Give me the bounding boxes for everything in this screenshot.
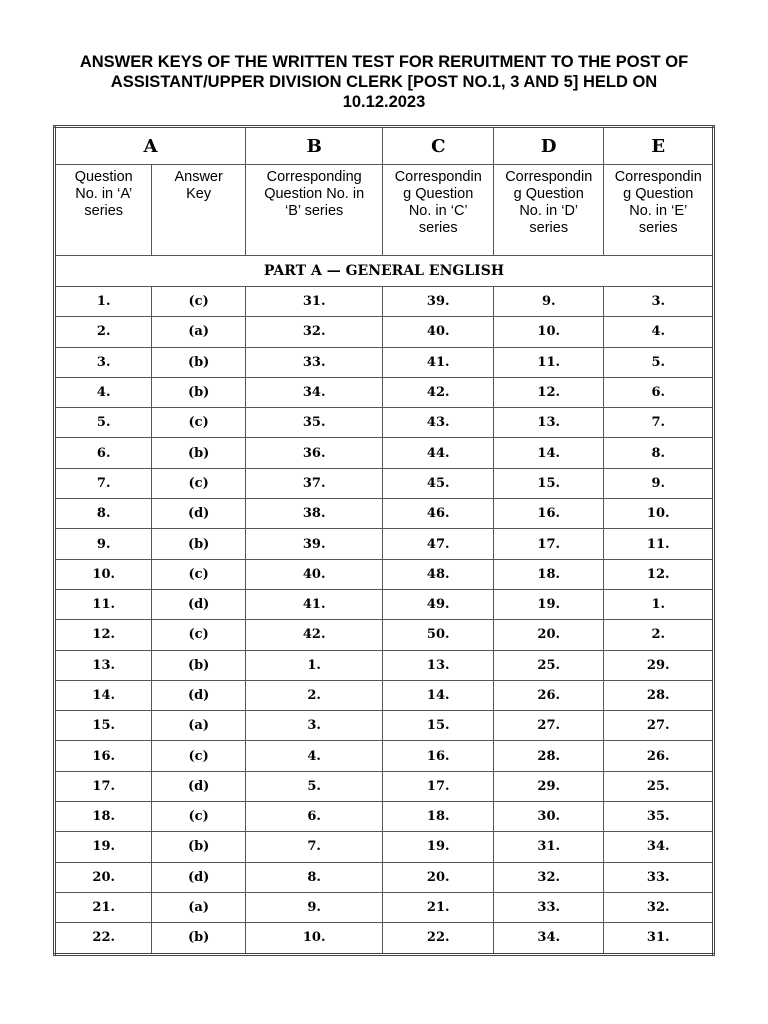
cell-question-no-d: 17. — [493, 529, 604, 559]
table-row — [55, 589, 714, 619]
cell-question-no-a: 18. — [55, 802, 152, 832]
cell-question-no-c: 46. — [383, 499, 494, 529]
cell-question-no-e: 12. — [604, 559, 714, 589]
table-row — [55, 741, 714, 771]
table-row — [55, 620, 714, 650]
cell-question-no-a: 11. — [55, 589, 152, 619]
cell-question-no-e: 8. — [604, 438, 714, 468]
cell-answer-key: (a) — [152, 711, 245, 741]
cell-answer-key: (a) — [152, 892, 245, 922]
cell-answer-key: (b) — [152, 529, 245, 559]
cell-question-no-d: 11. — [493, 347, 604, 377]
cell-question-no-a: 14. — [55, 680, 152, 710]
cell-answer-key: (b) — [152, 347, 245, 377]
cell-answer-key: (d) — [152, 680, 245, 710]
cell-question-no-d: 12. — [493, 377, 604, 407]
cell-question-no-e: 7. — [604, 408, 714, 438]
cell-answer-key: (c) — [152, 559, 245, 589]
title-line: ANSWER KEYS OF THE WRITTEN TEST FOR RERUITMENT TO THE POST OF — [79, 53, 689, 71]
cell-question-no-a: 16. — [55, 741, 152, 771]
cell-question-no-b: 33. — [245, 347, 383, 377]
cell-question-no-d: 28. — [493, 741, 604, 771]
cell-question-no-d: 27. — [493, 711, 604, 741]
cell-answer-key: (c) — [152, 802, 245, 832]
cell-question-no-b: 40. — [245, 559, 383, 589]
header-line: No. in ‘E’ — [629, 203, 688, 219]
cell-question-no-b: 7. — [245, 832, 383, 862]
cell-question-no-d: 34. — [493, 923, 604, 954]
cell-question-no-a: 8. — [55, 499, 152, 529]
column-letter-a: A — [55, 127, 246, 165]
cell-question-no-d: 14. — [493, 438, 604, 468]
cell-question-no-c: 42. — [383, 377, 494, 407]
cell-question-no-c: 41. — [383, 347, 494, 377]
table-row — [55, 317, 714, 347]
cell-question-no-b: 38. — [245, 499, 383, 529]
cell-question-no-a: 20. — [55, 862, 152, 892]
cell-question-no-b: 34. — [245, 377, 383, 407]
cell-question-no-d: 19. — [493, 589, 604, 619]
header-line: g Question — [403, 186, 474, 202]
table-row — [55, 711, 714, 741]
cell-question-no-c: 15. — [383, 711, 494, 741]
cell-answer-key: (c) — [152, 408, 245, 438]
cell-question-no-a: 9. — [55, 529, 152, 559]
cell-answer-key: (a) — [152, 317, 245, 347]
cell-answer-key: (c) — [152, 287, 245, 317]
cell-question-no-a: 7. — [55, 468, 152, 498]
cell-question-no-c: 21. — [383, 892, 494, 922]
header-line: series — [84, 203, 124, 219]
cell-question-no-b: 8. — [245, 862, 383, 892]
cell-question-no-c: 50. — [383, 620, 494, 650]
cell-question-no-c: 49. — [383, 589, 494, 619]
cell-question-no-c: 16. — [383, 741, 494, 771]
table-row — [55, 832, 714, 862]
header-line: series — [638, 220, 678, 236]
header-line: Answer — [174, 169, 223, 185]
cell-question-no-d: 20. — [493, 620, 604, 650]
cell-question-no-b: 42. — [245, 620, 383, 650]
cell-question-no-e: 26. — [604, 741, 714, 771]
cell-question-no-a: 17. — [55, 771, 152, 801]
cell-question-no-b: 39. — [245, 529, 383, 559]
cell-question-no-a: 15. — [55, 711, 152, 741]
cell-question-no-d: 10. — [493, 317, 604, 347]
header-line: Question No. in — [264, 186, 365, 202]
header-line: g Question — [513, 186, 584, 202]
header-line: Correspondin — [614, 169, 702, 185]
table-row — [55, 802, 714, 832]
table-row — [55, 347, 714, 377]
cell-answer-key: (c) — [152, 620, 245, 650]
cell-question-no-d: 33. — [493, 892, 604, 922]
header-line: Key — [186, 186, 212, 202]
column-letter-d: D — [493, 127, 604, 165]
cell-question-no-c: 18. — [383, 802, 494, 832]
cell-question-no-e: 5. — [604, 347, 714, 377]
cell-question-no-b: 41. — [245, 589, 383, 619]
table-row — [55, 923, 714, 954]
title-line: 10.12.2023 — [342, 93, 426, 111]
cell-answer-key: (b) — [152, 832, 245, 862]
table-row — [55, 771, 714, 801]
table-row — [55, 468, 714, 498]
cell-question-no-c: 13. — [383, 650, 494, 680]
cell-question-no-b: 1. — [245, 650, 383, 680]
cell-question-no-c: 22. — [383, 923, 494, 954]
header-line: No. in ‘D’ — [519, 203, 579, 219]
cell-question-no-e: 6. — [604, 377, 714, 407]
cell-question-no-a: 19. — [55, 832, 152, 862]
cell-question-no-e: 32. — [604, 892, 714, 922]
cell-question-no-a: 2. — [55, 317, 152, 347]
table-row — [55, 377, 714, 407]
cell-question-no-d: 29. — [493, 771, 604, 801]
cell-question-no-e: 10. — [604, 499, 714, 529]
cell-question-no-e: 3. — [604, 287, 714, 317]
cell-answer-key: (d) — [152, 499, 245, 529]
cell-question-no-a: 5. — [55, 408, 152, 438]
cell-question-no-b: 6. — [245, 802, 383, 832]
table-row — [55, 408, 714, 438]
cell-question-no-e: 31. — [604, 923, 714, 954]
cell-question-no-c: 17. — [383, 771, 494, 801]
cell-question-no-d: 25. — [493, 650, 604, 680]
cell-question-no-a: 1. — [55, 287, 152, 317]
column-letter-row — [55, 127, 714, 165]
cell-question-no-e: 33. — [604, 862, 714, 892]
cell-answer-key: (d) — [152, 862, 245, 892]
cell-answer-key: (b) — [152, 650, 245, 680]
header-line: Correspondin — [505, 169, 593, 185]
cell-answer-key: (c) — [152, 741, 245, 771]
cell-question-no-b: 32. — [245, 317, 383, 347]
cell-question-no-b: 3. — [245, 711, 383, 741]
column-letter-e: E — [604, 127, 714, 165]
header-answer-key — [152, 165, 245, 256]
cell-question-no-a: 4. — [55, 377, 152, 407]
cell-question-no-d: 26. — [493, 680, 604, 710]
cell-answer-key: (b) — [152, 377, 245, 407]
cell-question-no-c: 43. — [383, 408, 494, 438]
cell-question-no-b: 2. — [245, 680, 383, 710]
header-question-no-d — [493, 165, 604, 256]
table-row — [55, 650, 714, 680]
cell-question-no-b: 31. — [245, 287, 383, 317]
cell-question-no-d: 18. — [493, 559, 604, 589]
cell-question-no-c: 45. — [383, 468, 494, 498]
cell-question-no-b: 35. — [245, 408, 383, 438]
cell-question-no-e: 2. — [604, 620, 714, 650]
cell-question-no-c: 20. — [383, 862, 494, 892]
cell-question-no-d: 16. — [493, 499, 604, 529]
cell-question-no-e: 4. — [604, 317, 714, 347]
cell-question-no-a: 6. — [55, 438, 152, 468]
header-line: Correspondin — [394, 169, 482, 185]
header-question-no-e — [604, 165, 714, 256]
cell-question-no-c: 40. — [383, 317, 494, 347]
header-line: No. in ‘C’ — [408, 203, 468, 219]
cell-answer-key: (c) — [152, 468, 245, 498]
cell-question-no-d: 31. — [493, 832, 604, 862]
header-line: g Question — [623, 186, 694, 202]
cell-question-no-e: 28. — [604, 680, 714, 710]
cell-answer-key: (b) — [152, 923, 245, 954]
cell-question-no-e: 25. — [604, 771, 714, 801]
cell-question-no-e: 29. — [604, 650, 714, 680]
cell-question-no-c: 19. — [383, 832, 494, 862]
cell-answer-key: (d) — [152, 771, 245, 801]
cell-question-no-d: 15. — [493, 468, 604, 498]
cell-answer-key: (d) — [152, 589, 245, 619]
cell-answer-key: (b) — [152, 438, 245, 468]
header-line: Corresponding — [266, 169, 362, 185]
header-line: ‘B’ series — [285, 203, 344, 219]
header-question-no-b — [245, 165, 383, 256]
cell-question-no-e: 1. — [604, 589, 714, 619]
table-row — [55, 559, 714, 589]
table-row — [55, 438, 714, 468]
table-row — [55, 862, 714, 892]
table-row — [55, 287, 714, 317]
table-row — [55, 529, 714, 559]
header-line: series — [529, 220, 569, 236]
column-header-row — [55, 165, 714, 256]
table-row — [55, 892, 714, 922]
cell-question-no-c: 14. — [383, 680, 494, 710]
table-row — [55, 499, 714, 529]
header-question-no-c — [383, 165, 494, 256]
cell-question-no-e: 35. — [604, 802, 714, 832]
cell-question-no-d: 13. — [493, 408, 604, 438]
cell-question-no-b: 10. — [245, 923, 383, 954]
cell-question-no-e: 34. — [604, 832, 714, 862]
cell-question-no-b: 36. — [245, 438, 383, 468]
title-line: ASSISTANT/UPPER DIVISION CLERK [POST NO.1, 3 AND 5] HELD ON — [110, 73, 658, 91]
cell-question-no-b: 5. — [245, 771, 383, 801]
cell-question-no-a: 3. — [55, 347, 152, 377]
part-heading-row — [55, 256, 714, 287]
cell-question-no-b: 37. — [245, 468, 383, 498]
cell-question-no-a: 21. — [55, 892, 152, 922]
cell-question-no-b: 4. — [245, 741, 383, 771]
answer-key-table — [53, 125, 715, 956]
part-heading: PART A — GENERAL ENGLISH — [55, 256, 714, 287]
cell-question-no-c: 47. — [383, 529, 494, 559]
cell-question-no-a: 22. — [55, 923, 152, 954]
cell-question-no-e: 9. — [604, 468, 714, 498]
cell-question-no-d: 30. — [493, 802, 604, 832]
cell-question-no-d: 9. — [493, 287, 604, 317]
cell-question-no-c: 48. — [383, 559, 494, 589]
cell-question-no-e: 11. — [604, 529, 714, 559]
cell-question-no-e: 27. — [604, 711, 714, 741]
cell-question-no-a: 10. — [55, 559, 152, 589]
cell-question-no-b: 9. — [245, 892, 383, 922]
cell-question-no-a: 12. — [55, 620, 152, 650]
header-line: Question — [74, 169, 133, 185]
column-letter-c: C — [383, 127, 494, 165]
header-question-no-a — [55, 165, 152, 256]
header-line: No. in ‘A’ — [75, 186, 133, 202]
page-title — [40, 52, 728, 112]
cell-question-no-a: 13. — [55, 650, 152, 680]
cell-question-no-c: 39. — [383, 287, 494, 317]
cell-question-no-c: 44. — [383, 438, 494, 468]
header-line: series — [418, 220, 458, 236]
table-row — [55, 680, 714, 710]
column-letter-b: B — [245, 127, 383, 165]
cell-question-no-d: 32. — [493, 862, 604, 892]
